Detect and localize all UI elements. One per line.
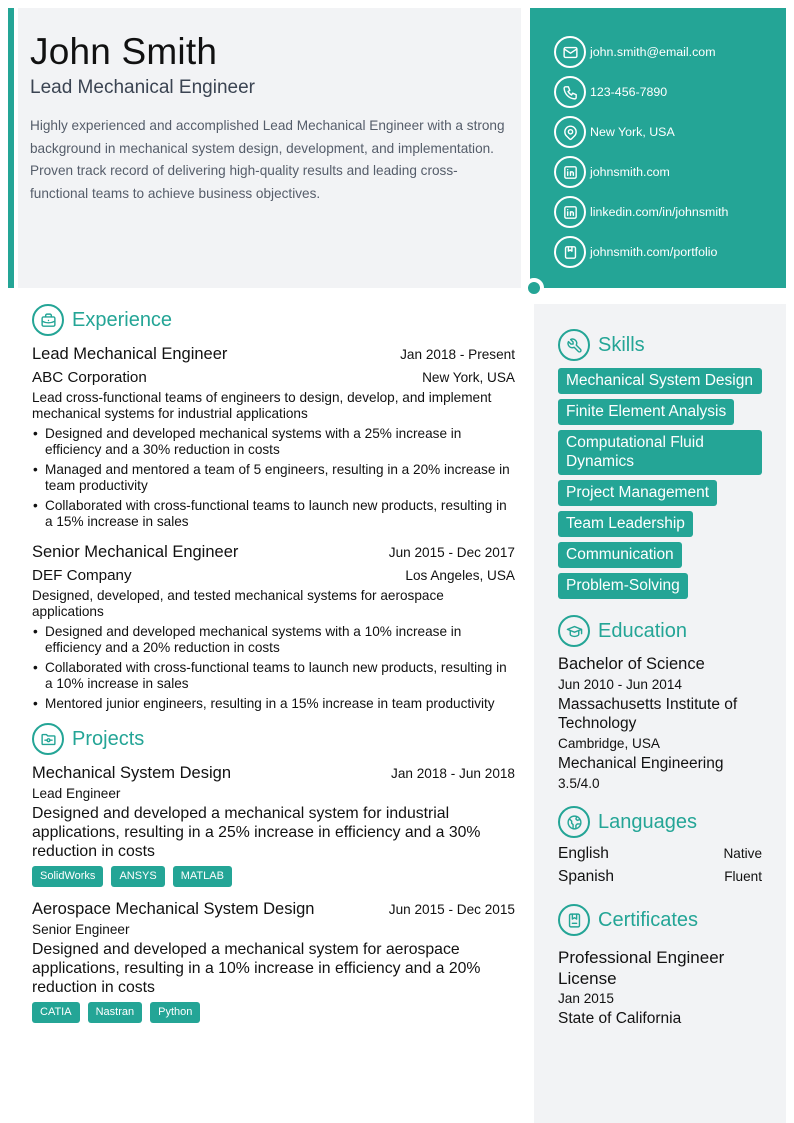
contact-email[interactable] xyxy=(554,32,786,72)
project-name: Aerospace Mechanical System Design xyxy=(32,900,315,918)
project-role: Lead Engineer xyxy=(32,786,121,801)
language-name: English xyxy=(558,845,609,862)
section-title: Certificates xyxy=(598,908,699,931)
language-level: Fluent xyxy=(724,869,762,884)
job-description: Lead cross-functional teams of engineers to design, develop, and implement mechanical systems for industrial applications xyxy=(32,390,492,421)
achievement-item: • Mentored junior engineers, resulting in a 15% increase in team productivity xyxy=(32,696,515,712)
project-name: Mechanical System Design xyxy=(32,764,231,782)
education-heading xyxy=(558,614,762,648)
company-name: ABC Corporation xyxy=(32,369,147,386)
field-of-study: Mechanical Engineering xyxy=(558,755,724,772)
contact-linkedin-text: linkedin.com/in/johnsmith xyxy=(590,205,729,219)
education-dates: Jun 2010 - Jun 2014 xyxy=(558,677,682,692)
contact-portfolio-text: johnsmith.com/portfolio xyxy=(590,245,718,259)
language-item xyxy=(558,868,762,891)
job-description: Designed, developed, and tested mechanical systems for aerospace applications xyxy=(32,588,444,619)
folder-icon xyxy=(32,723,64,755)
tech-tag: CATIA xyxy=(32,1002,80,1023)
candidate-name: John Smith xyxy=(30,31,218,72)
tag-list xyxy=(32,866,515,887)
job-title: Lead Mechanical Engineer xyxy=(32,345,228,363)
skill-chip: Computational Fluid Dynamics xyxy=(558,430,762,475)
contact-location-text: New York, USA xyxy=(590,125,675,139)
briefcase-icon xyxy=(32,304,64,336)
language-item xyxy=(558,845,762,868)
contact-linkedin[interactable] xyxy=(554,192,786,232)
achievement-item: • Designed and developed mechanical systems with a 25% increase in efficiency and a 30% reduction in costs xyxy=(32,426,515,458)
achievement-item: • Managed and mentored a team of 5 engineers, resulting in a 20% increase in team productivity xyxy=(32,462,515,494)
globe-icon xyxy=(558,806,590,838)
projects-heading xyxy=(32,722,515,756)
contact-portfolio[interactable] xyxy=(554,232,786,272)
achievement-item: • Collaborated with cross-functional teams to launch new products, resulting in a 15% increase in sales xyxy=(32,498,515,530)
tech-tag: SolidWorks xyxy=(32,866,103,887)
candidate-title: Lead Mechanical Engineer xyxy=(30,77,255,98)
sidebar xyxy=(534,304,786,1123)
certificate-icon xyxy=(558,904,590,936)
project-role: Senior Engineer xyxy=(32,922,130,937)
certificate-issuer: State of California xyxy=(558,1010,682,1027)
tech-tag: ANSYS xyxy=(111,866,164,887)
skill-chip: Mechanical System Design xyxy=(558,368,762,394)
achievement-item: • Collaborated with cross-functional teams to launch new products, resulting in a 10% increase in sales xyxy=(32,660,515,692)
certificate-entry xyxy=(558,947,762,1028)
company-name: DEF Company xyxy=(32,567,132,584)
tech-tag: Nastran xyxy=(88,1002,143,1023)
project-entry xyxy=(32,900,515,1023)
linkedin-icon xyxy=(554,156,586,188)
project-entry xyxy=(32,764,515,887)
languages-heading xyxy=(558,805,762,839)
achievement-list xyxy=(32,426,515,530)
map-pin-icon xyxy=(554,116,586,148)
degree: Bachelor of Science xyxy=(558,655,705,673)
tech-tag: MATLAB xyxy=(173,866,232,887)
section-title: Skills xyxy=(598,333,645,356)
phone-icon xyxy=(554,76,586,108)
graduation-cap-icon xyxy=(558,615,590,647)
skill-list xyxy=(558,368,762,604)
contact-website-text: johnsmith.com xyxy=(590,165,670,179)
skill-chip: Team Leadership xyxy=(558,511,693,537)
project-dates: Jun 2015 - Dec 2015 xyxy=(388,902,515,917)
certificate-name: Professional Engineer License xyxy=(558,948,725,988)
section-title: Projects xyxy=(72,727,145,750)
contact-email-text: john.smith@email.com xyxy=(590,45,716,59)
linkedin-icon xyxy=(554,196,586,228)
header-panel xyxy=(18,8,521,288)
experience-entry xyxy=(32,543,515,712)
skill-chip: Communication xyxy=(558,542,682,568)
section-title: Education xyxy=(598,619,687,642)
project-description: Designed and developed a mechanical system for aerospace applications, resulting in a 10% increase in efficiency and a 20% reduction in costs xyxy=(32,941,481,996)
achievement-item: • Designed and developed mechanical systems with a 10% increase in efficiency and a 20% reduction in costs xyxy=(32,624,515,656)
wrench-icon xyxy=(558,329,590,361)
job-title: Senior Mechanical Engineer xyxy=(32,543,239,561)
certificates-heading xyxy=(558,903,762,937)
section-title: Languages xyxy=(598,810,697,833)
portfolio-icon xyxy=(554,236,586,268)
language-level: Native xyxy=(723,846,762,861)
main-column xyxy=(32,303,515,1023)
school-name: Massachusetts Institute of Technology xyxy=(558,696,738,732)
contact-website[interactable] xyxy=(554,152,786,192)
contact-panel xyxy=(530,8,786,288)
contact-phone-text: 123-456-7890 xyxy=(590,85,668,99)
education-entry xyxy=(558,655,762,791)
language-list xyxy=(558,845,762,891)
envelope-icon xyxy=(554,36,586,68)
tag-list xyxy=(32,1002,515,1023)
job-location: New York, USA xyxy=(422,370,515,385)
skill-chip: Problem-Solving xyxy=(558,573,688,599)
timeline-dot xyxy=(524,278,544,298)
project-description: Designed and developed a mechanical system for industrial applications, resulting in a 25% increase in efficiency and a 30% reduction in costs xyxy=(32,805,481,860)
experience-entry xyxy=(32,345,515,530)
section-title: Experience xyxy=(72,308,173,331)
job-dates: Jun 2015 - Dec 2017 xyxy=(388,545,515,560)
school-location: Cambridge, USA xyxy=(558,736,660,751)
job-location: Los Angeles, USA xyxy=(405,568,515,583)
job-dates: Jan 2018 - Present xyxy=(400,347,515,362)
experience-heading xyxy=(32,303,515,337)
profile-summary: Highly experienced and accomplished Lead Mechanical Engineer with a strong background in mechanical system design, development, and implementation. Proven track record of delivering high-quality results and leading cross-functional teams to achieve business objectives. xyxy=(30,118,505,201)
contact-location xyxy=(554,112,786,152)
project-dates: Jan 2018 - Jun 2018 xyxy=(391,766,515,781)
skill-chip: Project Management xyxy=(558,480,717,506)
achievement-list xyxy=(32,624,515,712)
header-accent-bar xyxy=(8,8,14,288)
gpa: 3.5/4.0 xyxy=(558,776,600,791)
skill-chip: Finite Element Analysis xyxy=(558,399,734,425)
language-name: Spanish xyxy=(558,868,615,885)
tech-tag: Python xyxy=(150,1002,200,1023)
skills-heading xyxy=(558,328,762,362)
contact-phone[interactable] xyxy=(554,72,786,112)
certificate-date: Jan 2015 xyxy=(558,991,614,1006)
